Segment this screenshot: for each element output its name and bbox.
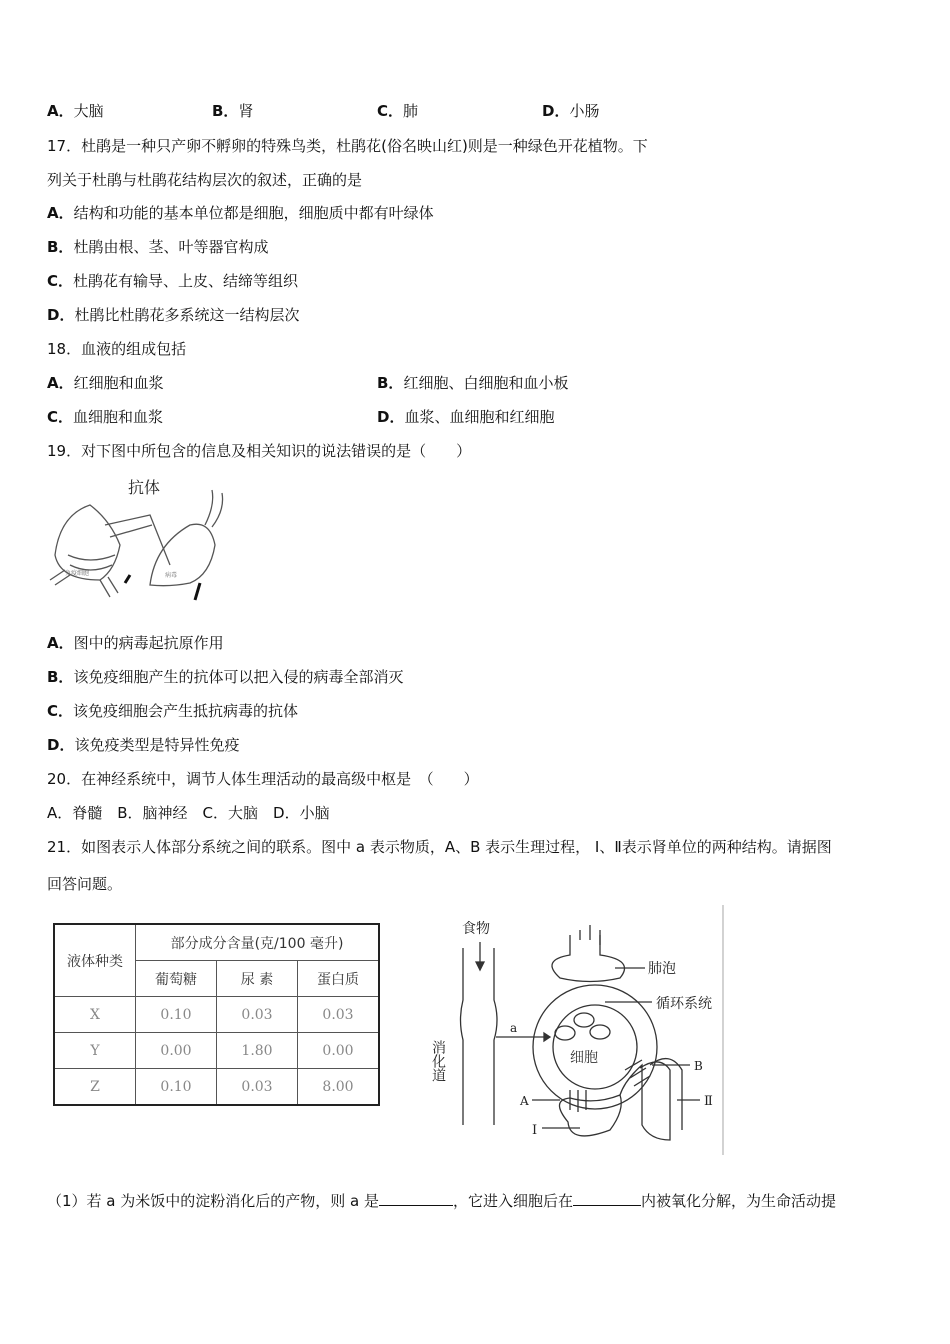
table-row: Z 0.10 0.03 8.00 xyxy=(54,1069,379,1106)
q17-option-c: C．杜鹃花有输导、上皮、结缔等组织 xyxy=(47,272,299,290)
q20-options: A．脊髓 B．脑神经 C．大脑 D．小脑 xyxy=(47,804,330,822)
q19-option-d: D．该免疫类型是特异性免疫 xyxy=(47,736,240,754)
answer-blank-1[interactable] xyxy=(379,1191,453,1206)
q21-sub1: （1）若 a 为米饭中的淀粉消化后的产物，则 a 是 ，它进入细胞后在 内被氧化分解，为生命活动提 xyxy=(47,1192,837,1210)
svg-text:A: A xyxy=(520,1094,529,1108)
q20-stem: 20．在神经系统中，调节人体生理活动的最高级中枢是 （ ） xyxy=(47,770,479,788)
q19-option-b: B．该免疫细胞产生的抗体可以把入侵的病毒全部消灭 xyxy=(47,668,404,686)
table-row: Y 0.00 1.80 0.00 xyxy=(54,1033,379,1069)
svg-text:病毒: 病毒 xyxy=(165,572,178,579)
q19-option-c: C．该免疫细胞会产生抵抗病毒的抗体 xyxy=(47,702,299,720)
q16-option-d: D．小肠 xyxy=(542,102,600,120)
q17-option-a: A．结构和功能的基本单位都是细胞，细胞质中都有叶绿体 xyxy=(47,204,434,222)
q17-option-b: B．杜鹃由根、茎、叶等器官构成 xyxy=(47,238,269,256)
q19-option-a: A．图中的病毒起抗原作用 xyxy=(47,634,224,652)
svg-text:a: a xyxy=(510,1021,518,1035)
table-row: X 0.10 0.03 0.03 xyxy=(54,997,379,1033)
q18-option-c: C．血细胞和血浆 xyxy=(47,408,164,426)
svg-text:消化道: 消化道 xyxy=(430,1040,446,1082)
body-systems-diagram xyxy=(420,900,730,1160)
svg-text:B: B xyxy=(694,1059,703,1073)
q18-stem: 18．血液的组成包括 xyxy=(47,340,187,358)
q17-stem-cont: 列关于杜鹃与杜鹃花结构层次的叙述，正确的是 xyxy=(47,171,363,189)
q18-option-a: A．红细胞和血浆 xyxy=(47,374,164,392)
q17-option-d: D．杜鹃比杜鹃花多系统这一结构层次 xyxy=(47,306,300,324)
svg-text:免疫细胞: 免疫细胞 xyxy=(65,570,90,577)
antibody-illustration xyxy=(40,465,240,615)
svg-text:Ⅱ: Ⅱ xyxy=(704,1094,713,1109)
q16-option-b: B．肾 xyxy=(212,102,254,120)
q17-stem: 17．杜鹃是一种只产卵不孵卵的特殊鸟类，杜鹃花(俗名映山红)则是一种绿色开花植物。下 xyxy=(47,137,648,155)
svg-text:食物: 食物 xyxy=(462,921,490,937)
svg-text:肺泡: 肺泡 xyxy=(648,961,676,977)
composition-table: 液体种类 部分成分含量(克/100 毫升) 葡萄糖 尿 素 蛋白质 X 0.10 0.03 0.03 Y 0.00 1.80 0.00 Z 0.10 0.03 8.00 xyxy=(53,923,380,1106)
answer-blank-2[interactable] xyxy=(573,1191,641,1206)
q18-option-b: B．红细胞、白细胞和血小板 xyxy=(377,374,569,392)
q18-option-d: D．血浆、血细胞和红细胞 xyxy=(377,408,555,426)
antibody-label: 抗体 xyxy=(128,478,161,497)
q21-stem-cont: 回答问题。 xyxy=(47,875,123,893)
svg-text:Ⅰ: Ⅰ xyxy=(532,1123,538,1138)
q21-stem: 21．如图表示人体部分系统之间的联系。图中 a 表示物质，A、B 表示生理过程， Ⅰ、Ⅱ表示肾单位的两种结构。请据图 xyxy=(47,838,832,856)
svg-text:循环系统: 循环系统 xyxy=(656,996,712,1012)
q19-stem: 19．对下图中所包含的信息及相关知识的说法错误的是（ ） xyxy=(47,442,472,460)
q16-option-a: A．大脑 xyxy=(47,102,104,120)
svg-text:细胞: 细胞 xyxy=(570,1050,598,1066)
q16-option-c: C．肺 xyxy=(377,102,419,120)
